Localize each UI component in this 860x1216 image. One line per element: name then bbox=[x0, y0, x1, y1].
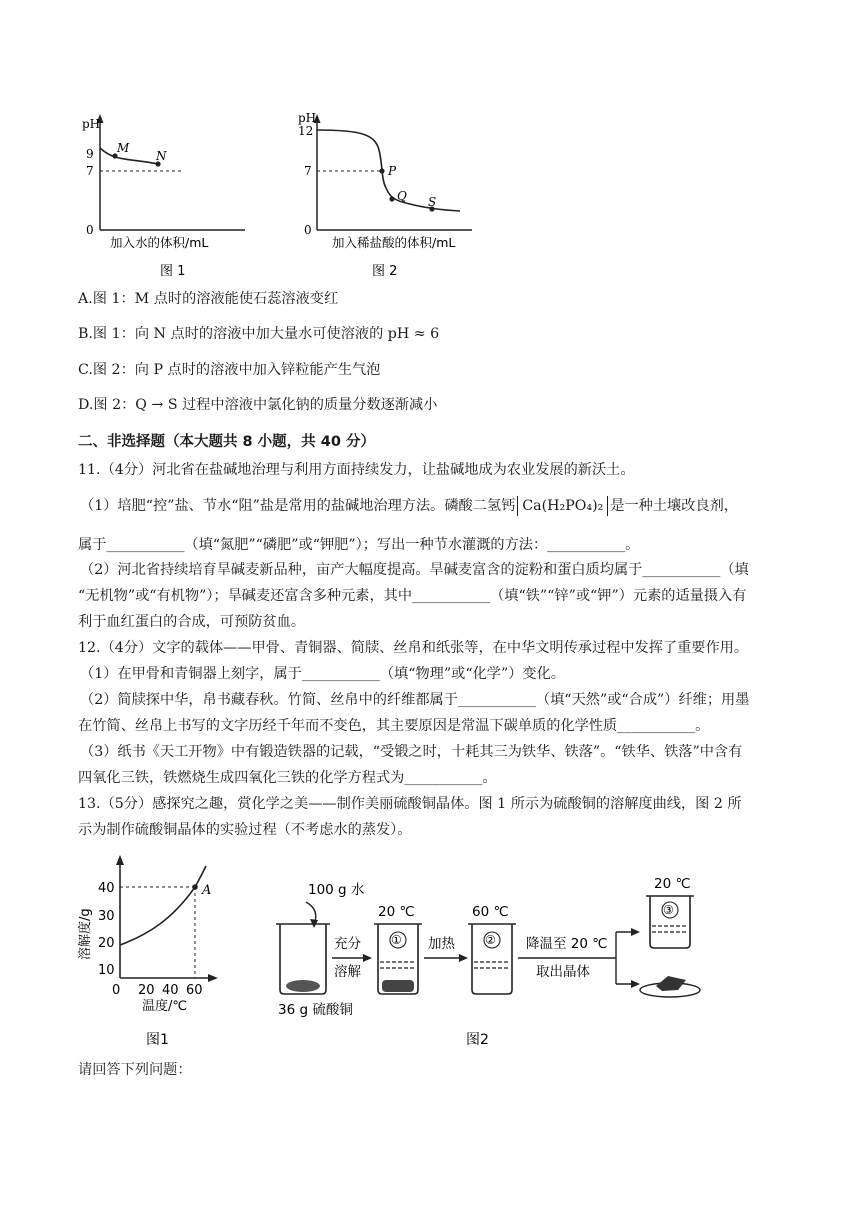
q11-part2-line3: 利于血红蛋白的合成，可预防贫血。 bbox=[78, 614, 306, 630]
sol-xtick-60: 60 bbox=[186, 983, 203, 998]
q11-formula: Ca(H₂PO₄)₂ bbox=[517, 496, 608, 516]
sol-caption: 图1 bbox=[146, 1032, 169, 1048]
beaker-1-label: ① bbox=[391, 933, 402, 947]
fig2-y-label: pH bbox=[298, 111, 317, 125]
fig2-caption: 图 2 bbox=[372, 264, 398, 279]
fig2-tick-7: 7 bbox=[304, 164, 312, 178]
q12-part1: （1）在甲骨和青铜器上刻字，属于___________（填“物理”或“化学”）变化。 bbox=[80, 666, 565, 682]
temp-2-label: 60 ℃ bbox=[472, 904, 509, 920]
sol-tick-20: 20 bbox=[98, 936, 115, 951]
point-p: P bbox=[388, 164, 397, 178]
q13-prompt: 请回答下列问题： bbox=[78, 1062, 192, 1078]
step2-label: 加热 bbox=[428, 936, 455, 952]
option-c: C.图 2：向 P 点时的溶液中加入锌粒能产生气泡 bbox=[78, 362, 381, 378]
solid-label: 36 g 硫酸铜 bbox=[278, 1002, 353, 1018]
step3-label-b: 取出晶体 bbox=[536, 964, 590, 980]
q12-stem: 12.（4分）文字的载体——甲骨、青铜器、简牍、丝帛和纸张等，在中华文明传承过程中发挥了重要作用。 bbox=[78, 640, 749, 656]
temp-1-label: 20 ℃ bbox=[378, 904, 415, 920]
option-d: D.图 2：Q → S 过程中溶液中氯化钠的质量分数逐渐减小 bbox=[78, 397, 438, 413]
q12-part2-line1: （2）简牍探中华，帛书藏春秋。竹简、丝帛中的纤维都属于___________（填“天然”或“合成”）纤维；用墨 bbox=[80, 692, 750, 708]
ph-figures bbox=[70, 100, 490, 290]
sol-xtick-0: 0 bbox=[112, 983, 121, 998]
fig1-x-label: 加入水的体积/mL bbox=[110, 235, 209, 250]
section-title: 二、非选择题（本大题共 8 小题，共 40 分） bbox=[78, 434, 375, 450]
q12-part3-line2: 四氧化三铁，铁燃烧生成四氧化三铁的化学方程式为___________。 bbox=[78, 770, 497, 786]
q11-part1-text-b: 是一种土壤改良剂， bbox=[610, 498, 738, 514]
option-b: B.图 1：向 N 点时的溶液中加大量水可使溶液的 pH ≈ 6 bbox=[78, 326, 440, 342]
step1-label-b: 溶解 bbox=[334, 964, 361, 980]
step3-label-a: 降温至 20 ℃ bbox=[526, 936, 608, 952]
q11-part1-text-a: （1）培肥“控”盐、节水“阻”盐是常用的盐碱地治理方法。磷酸二氢钙 bbox=[80, 498, 516, 514]
process-figure bbox=[258, 872, 788, 1052]
fig1-tick-9: 9 bbox=[86, 147, 94, 161]
beaker-2-label: ② bbox=[485, 933, 496, 947]
sol-y-label: 溶解度/g bbox=[78, 908, 93, 960]
q12-part2-line2: 在竹简、丝帛上书写的文字历经千年而不变色，其主要原因是常温下碳单质的化学性质___________。 bbox=[78, 718, 710, 734]
sol-tick-10: 10 bbox=[98, 963, 115, 978]
fig2-tick-0: 0 bbox=[304, 223, 312, 237]
q11-part2-line1: （2）河北省持续培育旱碱麦新品种，亩产大幅度提高。旱碱麦富含的淀粉和蛋白质均属于___________（填 bbox=[80, 562, 749, 578]
process-caption: 图2 bbox=[466, 1032, 489, 1048]
sol-tick-40: 40 bbox=[98, 881, 115, 896]
q11-stem: 11.（4分）河北省在盐碱地治理与利用方面持续发力，让盐碱地成为农业发展的新沃土。 bbox=[78, 462, 635, 478]
point-m: M bbox=[117, 141, 130, 155]
beaker-3-label: ③ bbox=[663, 903, 674, 917]
sol-xtick-40: 40 bbox=[162, 983, 179, 998]
q13-stem-line2: 示为制作硫酸铜晶体的实验过程（不考虑水的蒸发）。 bbox=[78, 822, 412, 838]
fig1-tick-7: 7 bbox=[86, 164, 94, 178]
q12-part3-line1: （3）纸书《天工开物》中有锻造铁器的记载，“受锻之时，十耗其三为铁华、铁落”。“铁华、铁落”中含有 bbox=[80, 744, 743, 760]
fig2-x-label: 加入稀盐酸的体积/mL bbox=[332, 235, 456, 250]
solubility-figure bbox=[72, 852, 242, 1052]
sol-tick-30: 30 bbox=[98, 909, 115, 924]
fig1-y-label: pH bbox=[82, 117, 101, 131]
water-label: 100 g 水 bbox=[308, 882, 365, 898]
sol-x-label: 温度/℃ bbox=[142, 999, 187, 1014]
temp-3-label: 20 ℃ bbox=[654, 876, 691, 892]
fig1-tick-0: 0 bbox=[86, 223, 94, 237]
point-a: A bbox=[202, 883, 212, 898]
point-s: S bbox=[428, 195, 437, 209]
q11-part2-line2: “无机物”或“有机物”）；旱碱麦还富含多种元素，其中___________（填“铁”“锌”或“钾”）元素的适量摄入有 bbox=[78, 588, 747, 604]
sol-xtick-20: 20 bbox=[138, 983, 155, 998]
ph-figure-1 bbox=[82, 114, 245, 279]
fig1-caption: 图 1 bbox=[160, 264, 186, 279]
q13-stem-line1: 13.（5分）感探究之趣，赏化学之美——制作美丽硫酸铜晶体。图 1 所示为硫酸铜的溶解度曲线，图 2 所 bbox=[78, 796, 742, 812]
point-n: N bbox=[156, 149, 167, 163]
ph-figure-2 bbox=[298, 111, 472, 279]
q11-part1-line1 bbox=[80, 496, 738, 516]
q11-part1-line2: 属于___________（填“氮肥”“磷肥”或“钾肥”）；写出一种节水灌溉的方法：___________。 bbox=[78, 537, 640, 553]
crystal-dish-icon bbox=[640, 976, 700, 997]
option-a: A.图 1：M 点时的溶液能使石蕊溶液变红 bbox=[78, 291, 339, 307]
point-q: Q bbox=[397, 189, 407, 203]
fig2-tick-12: 12 bbox=[298, 124, 314, 138]
step1-label-a: 充分 bbox=[334, 936, 361, 952]
beaker-start-icon bbox=[276, 924, 330, 994]
